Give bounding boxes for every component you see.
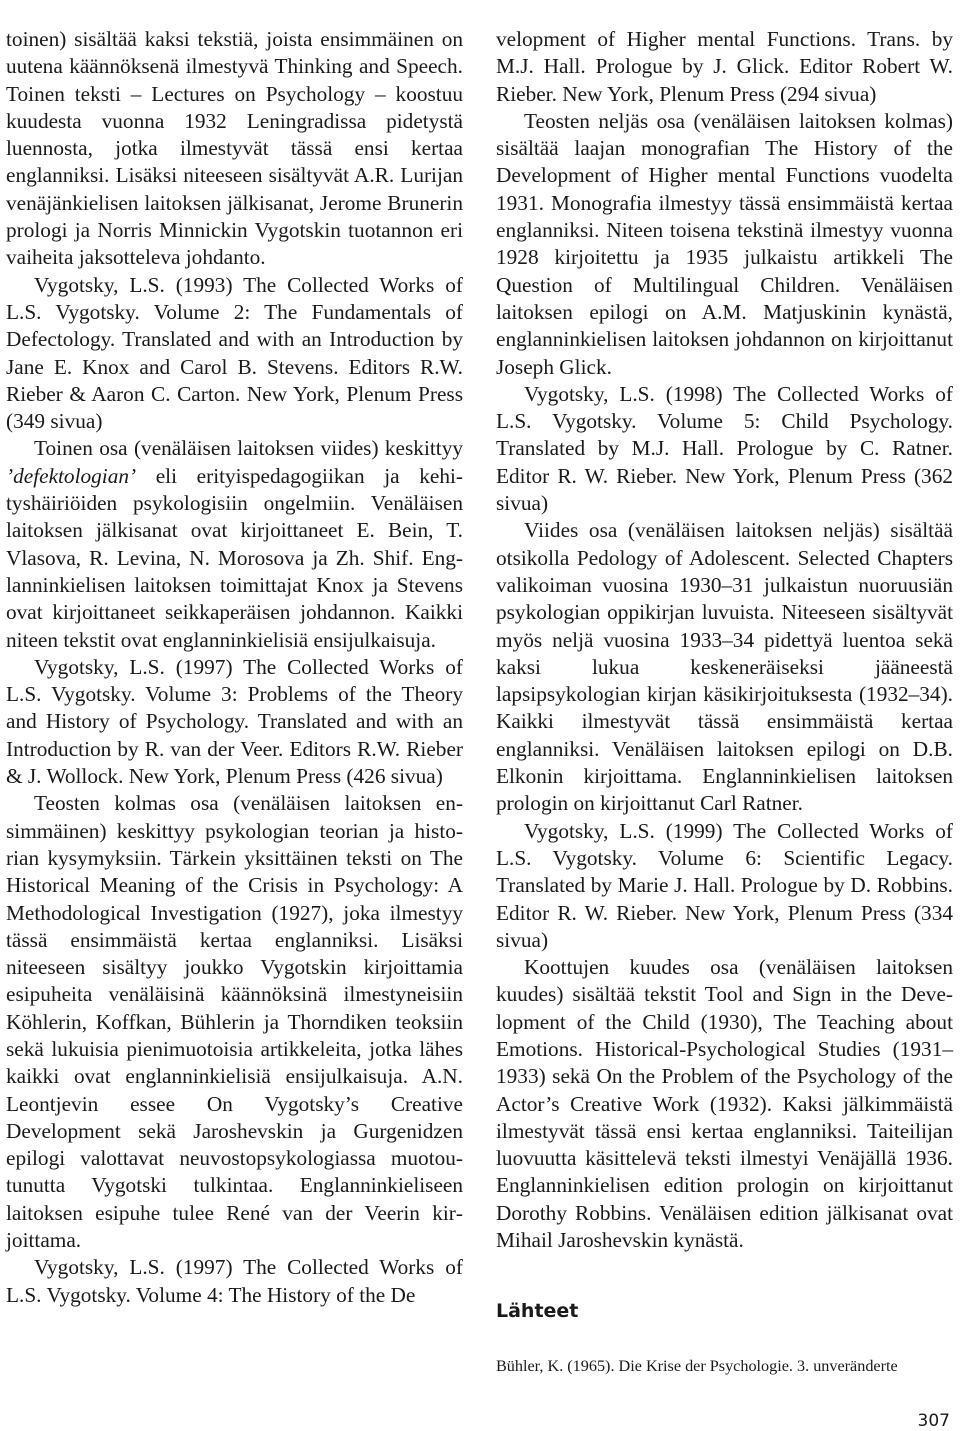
bibliography-entry-continued: velopment of Higher mental Functions. Trans. by M.J. Hall. Prologue by J. Glick. Editor Robert W. Rieber. New York, Plenum Press (294 sivua) <box>496 27 953 106</box>
italic-term: ’defektologian’ <box>6 463 137 488</box>
page-number: 307 <box>917 1411 950 1431</box>
right-text-column <box>496 26 953 1254</box>
paragraph: Viides osa (venäläisen laitoksen neljäs) sisältää otsikolla Pedology of Adolescent. Selected Chapters valikoiman vuosina 1930–31 julkaistun nuoruusiän psykologian oppikirjan luvuista. Niteeseen sisältyvät myös neljä vuosina 1933–34 pidettyä luentoa sekä kaksi lukua keskeneräiseksi jääneestä lapsipsykologian kirjan käsikirjoituksesta (1932–34). Kaikki ilmestyvät tässä ensimmäistä kertaa englanniksi. Venäläisen laitoksen epilogi on D.B. Elkonin kirjoittama. Englanninkielisen laitoksen prologin on kirjoittanut Carl Ratner. <box>496 518 953 816</box>
paragraph <box>6 435 463 653</box>
paragraph: toinen) sisältää kaksi tekstiä, joista ensimmäinen on uutena käännöksenä ilmestyvä Thinking and Speech. Toinen teksti – Lectures on Psychology – koostuu kuudesta vuonna 1932 Leningradissa pidetystä luennosta, jotka ilmestyvät tässä ensi kertaa englanniksi. Lisäksi niteeseen sisältyvät A.R. Lurijan venäjänkielisen laitoksen jälkisanat, Jerome Brunerin prologi ja Norris Minnickin Vygotskin tuotannon eri vaiheita jaksotteleva johdanto. <box>6 27 463 270</box>
bibliography-entry: Vygotsky, L.S. (1993) The Collected Works of L.S. Vygotsky. Volume 2: The Fundamentals of Defectology. Translated and with an Introduction by Jane E. Knox and Carol B. Stevens. Editors R.W. Rieber & Aaron C. Carton. New York, Plenum Press (349 sivua) <box>6 272 463 434</box>
paragraph: Teosten neljäs osa (venäläisen laitoksen kolmas) sisältää laajan monografian The History of the Development of Higher mental Functions vuodelta 1931. Monografia ilmestyy tässä ensimmäistä kertaa englanniksi. Niteen toisena tekstinä ilmestyy vuonna 1928 kirjoitettu ja 1935 julkaistu artikkeli The Question of Multilingual Children. Venäläisen laitoksen epilogi on A.M. Matjuskinin kynästä, englanninkielisen laitoksen johdannon on kirjoittanut Joseph Glick. <box>496 108 953 379</box>
bibliography-entry: Vygotsky, L.S. (1997) The Collected Works of L.S. Vygotsky. Volume 4: The History of the De <box>6 1255 463 1307</box>
paragraph: Koottujen kuudes osa (venäläisen laitoksen kuudes) sisältää tekstit Tool and Sign in the Development of the Child (1930), The Teaching about Emotions. Historical-Psychological Studies (1931–1933) sekä On the Problem of the Psychology of the Actor’s Creative Work (1932). Kaksi jälkimmäistä ilmestyvät tässä ensi kertaa englanniksi. Taiteilijan luovuutta käsittelevä teksti ilmestyi Venäjällä 1936. Englanninkielisen edition prologin on kirjoittanut Dorothy Robbins. Venäläisen edition jälkisanat ovat Mihail Jaroshevskin kynästä. <box>496 955 953 1253</box>
bibliography-entry: Vygotsky, L.S. (1998) The Collected Works of L.S. Vygotsky. Volume 5: Child Psychology. Translated by M.J. Hall. Prologue by C. Ratner. Editor R. W. Rieber. New York, Plenum Press (362 sivua) <box>496 381 953 516</box>
paragraph-text: Toinen osa (venäläisen laitoksen viides) keskittyy <box>34 436 463 461</box>
references-heading: Lähteet <box>496 1300 579 1322</box>
bibliography-entry: Vygotsky, L.S. (1999) The Collected Works of L.S. Vygotsky. Volume 6: Scientific Legacy. Translated by Marie J. Hall. Prologue by D. Robbins. Editor R. W. Rieber. New York, Plenum Press (334 sivua) <box>496 818 953 952</box>
paragraph: Teosten kolmas osa (venäläisen laitoksen ensimmäinen) keskittyy psykologian teorian ja historian kysymyksiin. Tärkein yksittäinen teksti on The Historical Meaning of the Crisis in Psychology: A Methodological Investigation (1927), joka ilmestyy tässä ensimmäistä kertaa englanniksi. Lisäksi niteeseen sisältyy joukko Vygotskin kirjoittamia esipuheita venäläisinä käännöksinä ilmestyneisiin Köhlerin, Koffkan, Bühlerin ja Thorndiken teoksiin sekä lukuisia pienimuotoisia artikkeleita, jotka lähes kaikki ovat englanninkielisiä ensijulkaisuja. A.N. Leontjevin essee On Vygotsky’s Creative Development sekä Jaroshevskin ja Gurgenidzen epilogi valottavat neuvostopsykologiassa muotoutunutta Vygotski tulkintaa. Englanninkieliseen laitoksen esipuhe tulee René van der Veerin kirjoittama. <box>6 791 463 1253</box>
bibliography-entry: Vygotsky, L.S. (1997) The Collected Works of L.S. Vygotsky. Volume 3: Problems of the Theory and History of Psychology. Translated and with an Introduction by R. van der Veer. Editors R.W. Rieber & J. Wollock. New York, Plenum Press (426 sivua) <box>6 654 463 789</box>
reference-entry: Bühler, K. (1965). Die Krise der Psychologie. 3. unveränderte <box>496 1357 898 1375</box>
paragraph-text: eli erityispedagogiikan ja kehityshäiriöiden psykologisiin ongelmiin. Venäläisen laitoksen jälkisanat ovat kirjoittaneet E. Bein, T. Vlasova, R. Levina, N. Morosova ja Zh. Shif. Englanninkielisen laitoksen toimittajat Knox ja Stevens ovat kirjoittaneet seikkaperäisen johdannon. Kaikki niteen tekstit ovat englanninkielisiä ensijulkaisuja. <box>6 463 463 652</box>
left-text-column <box>6 26 463 1309</box>
